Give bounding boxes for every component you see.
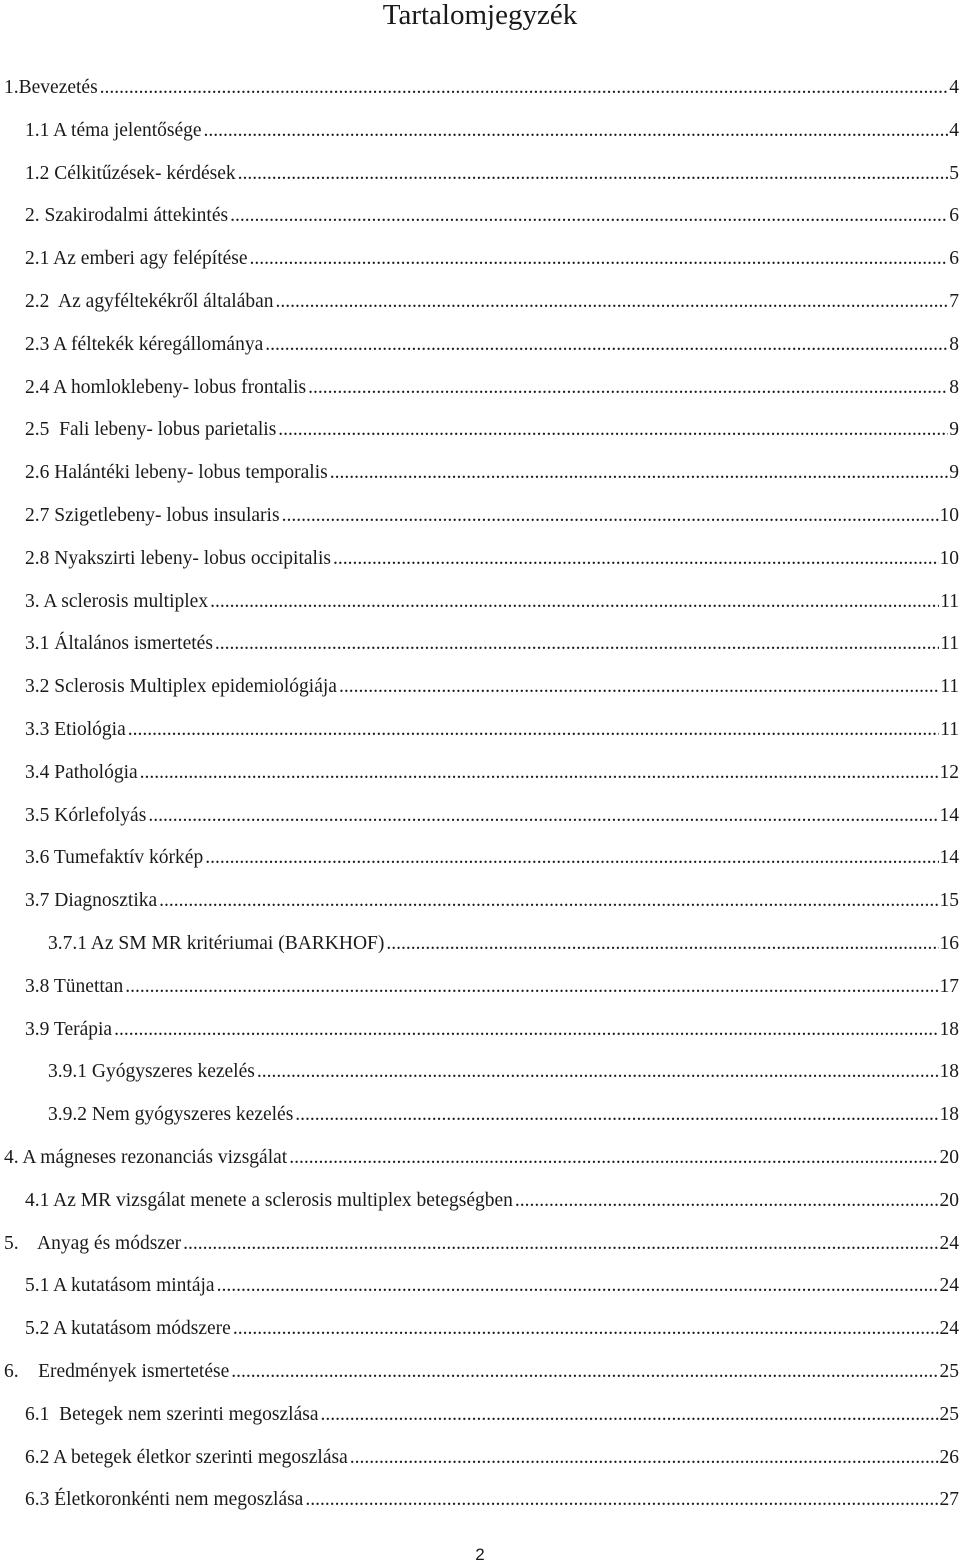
toc-entry-label: 4.1 Az MR vizsgálat menete a sclerosis multiplex betegségben xyxy=(25,1189,513,1211)
toc-entry-label: 1.Bevezetés xyxy=(4,77,98,98)
toc-entry[interactable] xyxy=(25,1187,959,1215)
toc-dot-leader xyxy=(183,1230,938,1258)
toc-entry[interactable] xyxy=(25,802,959,830)
toc-entry-label: 3.4 Pathológia xyxy=(25,761,138,783)
toc-dot-leader xyxy=(114,1016,938,1044)
toc-dot-leader xyxy=(330,459,949,487)
toc-entry-page: 26 xyxy=(939,1446,959,1468)
toc-entry[interactable] xyxy=(48,930,959,958)
toc-entry-page: 4 xyxy=(949,119,959,141)
toc-entry[interactable] xyxy=(25,1486,959,1514)
toc-entry-label: 2.7 Szigetlebeny- lobus insularis xyxy=(25,505,280,526)
toc-entry[interactable] xyxy=(25,588,959,616)
toc-dot-leader xyxy=(321,1401,939,1429)
toc-dot-leader xyxy=(215,630,939,658)
toc-entry-page: 24 xyxy=(939,1275,959,1297)
toc-dot-leader xyxy=(210,588,939,616)
toc-dot-leader xyxy=(125,973,938,1001)
toc-dot-leader xyxy=(305,1486,938,1514)
toc-dot-leader xyxy=(100,74,949,102)
toc-entry-page: 10 xyxy=(939,547,959,569)
toc-entry-label: 3.2 Sclerosis Multiplex epidemiológiája xyxy=(25,676,337,698)
toc-entry[interactable] xyxy=(4,74,959,102)
toc-entry[interactable] xyxy=(25,630,959,658)
toc-entry[interactable] xyxy=(4,1230,959,1258)
toc-entry[interactable] xyxy=(25,1016,959,1044)
toc-entry[interactable] xyxy=(25,673,959,701)
toc-entry-label: 3.1 Általános ismertetés xyxy=(25,633,213,655)
toc-entry[interactable] xyxy=(25,288,959,316)
toc-entry[interactable] xyxy=(25,502,959,530)
toc-entry-page: 25 xyxy=(939,1361,959,1382)
toc-entry-label: 6. Eredmények ismertetése xyxy=(4,1361,230,1382)
toc-entry-page: 20 xyxy=(939,1189,959,1211)
toc-dot-leader xyxy=(278,416,948,444)
toc-entry-page: 6 xyxy=(949,205,959,227)
toc-entry-page: 18 xyxy=(939,1104,959,1126)
page-title: Tartalomjegyzék xyxy=(382,0,578,31)
toc-entry-label: 6.2 A betegek életkor szerinti megoszlása xyxy=(25,1446,348,1468)
toc-entry-label: 3.9.2 Nem gyógyszeres kezelés xyxy=(48,1104,294,1126)
toc-dot-leader xyxy=(289,1144,938,1172)
toc-dot-leader xyxy=(159,887,938,915)
toc-entry-label: 5. Anyag és módszer xyxy=(4,1232,182,1254)
toc-entry-label: 2. Szakirodalmi áttekintés xyxy=(25,205,229,227)
toc-entry-label: 1.2 Célkitűzések- kérdések xyxy=(25,162,236,184)
toc-entry-label: 2.6 Halántéki lebeny- lobus temporalis xyxy=(25,462,328,484)
page-number: 2 xyxy=(475,1545,485,1564)
toc-entry[interactable] xyxy=(25,459,959,487)
toc-entry-label: 3. A sclerosis multiplex xyxy=(25,590,209,612)
toc-entry[interactable] xyxy=(4,1144,959,1172)
toc-entry[interactable] xyxy=(25,202,959,230)
toc-entry-page: 15 xyxy=(939,890,959,912)
toc-entry-page: 14 xyxy=(939,804,959,826)
toc-dot-leader xyxy=(217,1272,939,1300)
toc-entry[interactable] xyxy=(25,1444,959,1472)
toc-dot-leader xyxy=(128,716,939,744)
toc-dot-leader xyxy=(231,1358,938,1386)
toc-entry-label: 5.1 A kutatásom mintája xyxy=(25,1275,215,1297)
toc-entry-label: 2.8 Nyakszirti lebeny- lobus occipitalis xyxy=(25,547,331,569)
toc-entry-page: 11 xyxy=(940,590,959,612)
toc-entry-page: 14 xyxy=(939,847,959,869)
toc-entry[interactable] xyxy=(25,1315,959,1343)
toc-entry[interactable] xyxy=(25,245,959,273)
toc-entry-page: 11 xyxy=(940,719,959,740)
toc-dot-leader xyxy=(308,374,948,402)
toc-entry[interactable] xyxy=(25,160,959,188)
toc-entry-page: 10 xyxy=(939,505,959,526)
toc-dot-leader xyxy=(250,245,949,273)
toc-entry-page: 24 xyxy=(939,1232,959,1254)
toc-entry-page: 8 xyxy=(949,333,959,355)
toc-entry[interactable] xyxy=(25,973,959,1001)
toc-entry-label: 2.4 A homloklebeny- lobus frontalis xyxy=(25,376,307,398)
toc-entry-label: 3.5 Kórlefolyás xyxy=(25,804,147,826)
toc-entry-label: 1.1 A téma jelentősége xyxy=(25,119,202,141)
toc-entry-page: 18 xyxy=(939,1061,959,1083)
toc-dot-leader xyxy=(257,1058,939,1086)
toc-entry-label: 6.3 Életkoronkénti nem megoszlása xyxy=(25,1489,304,1511)
toc-dot-leader xyxy=(515,1187,939,1215)
toc-entry-page: 12 xyxy=(939,761,959,783)
toc-entry-page: 27 xyxy=(939,1489,959,1511)
toc-entry-label: 3.7.1 Az SM MR kritériumai (BARKHOF) xyxy=(48,933,385,954)
toc-entry-label: 3.6 Tumefaktív kórkép xyxy=(25,847,204,869)
toc-dot-leader xyxy=(350,1444,939,1472)
toc-entry-page: 25 xyxy=(939,1403,959,1425)
toc-dot-leader xyxy=(230,202,948,230)
toc-entry[interactable] xyxy=(25,1401,959,1429)
toc-dot-leader xyxy=(339,673,939,701)
toc-dot-leader xyxy=(233,1315,939,1343)
toc-entry[interactable] xyxy=(25,844,959,872)
toc-entry-label: 3.3 Etiológia xyxy=(25,719,126,740)
toc-entry-label: 3.9 Terápia xyxy=(25,1018,113,1040)
toc-entry-page: 18 xyxy=(939,1018,959,1040)
toc-entry-page: 11 xyxy=(940,676,959,698)
toc-entry[interactable] xyxy=(25,117,959,145)
toc-dot-leader xyxy=(205,844,938,872)
toc-entry-page: 8 xyxy=(949,376,959,398)
toc-dot-leader xyxy=(238,160,949,188)
toc-entry-page: 16 xyxy=(939,933,959,954)
toc-entry-label: 4. A mágneses rezonanciás vizsgálat xyxy=(4,1147,288,1168)
toc-dot-leader xyxy=(282,502,939,530)
toc-entry-page: 11 xyxy=(940,633,959,655)
toc-entry-page: 6 xyxy=(949,248,959,270)
toc-entry-page: 20 xyxy=(939,1147,959,1168)
toc-entry-label: 3.9.1 Gyógyszeres kezelés xyxy=(48,1061,255,1083)
toc-entry-label: 3.8 Tünettan xyxy=(25,975,124,997)
toc-dot-leader xyxy=(276,288,949,316)
toc-entry-label: 5.2 A kutatásom módszere xyxy=(25,1318,231,1340)
toc-entry-page: 4 xyxy=(949,77,959,98)
toc-entry-page: 24 xyxy=(939,1318,959,1340)
toc-entry-label: 6.1 Betegek nem szerinti megoszlása xyxy=(25,1403,319,1425)
toc-entry-page: 9 xyxy=(949,462,959,484)
toc-dot-leader xyxy=(140,759,939,787)
toc-entry[interactable] xyxy=(48,1101,959,1129)
toc-dot-leader xyxy=(265,331,948,359)
toc-entry[interactable] xyxy=(25,545,959,573)
toc-entry-page: 17 xyxy=(939,975,959,997)
toc-dot-leader xyxy=(386,930,938,958)
toc-dot-leader xyxy=(333,545,939,573)
toc-entry[interactable] xyxy=(25,716,959,744)
toc-entry-label: 2.2 Az agyféltekékről általában xyxy=(25,291,274,312)
toc-entry[interactable] xyxy=(25,887,959,915)
toc-entry[interactable] xyxy=(25,331,959,359)
toc-entry-label: 2.1 Az emberi agy felépítése xyxy=(25,248,248,270)
toc-dot-leader xyxy=(295,1101,938,1129)
toc-entry[interactable] xyxy=(25,759,959,787)
toc-entry-page: 7 xyxy=(949,291,959,312)
toc-entry-page: 9 xyxy=(949,419,959,441)
toc-entry[interactable] xyxy=(48,1058,959,1086)
toc-entry[interactable] xyxy=(4,1358,959,1386)
toc-entry-label: 2.5 Fali lebeny- lobus parietalis xyxy=(25,419,277,441)
toc-entry[interactable] xyxy=(25,416,959,444)
toc-entry[interactable] xyxy=(25,1272,959,1300)
toc-entry-page: 5 xyxy=(949,162,959,184)
toc-entry-label: 3.7 Diagnosztika xyxy=(25,890,158,912)
toc-entry[interactable] xyxy=(25,374,959,402)
toc-dot-leader xyxy=(148,802,938,830)
toc-entry-label: 2.3 A féltekék kéregállománya xyxy=(25,333,264,355)
toc-dot-leader xyxy=(204,117,949,145)
